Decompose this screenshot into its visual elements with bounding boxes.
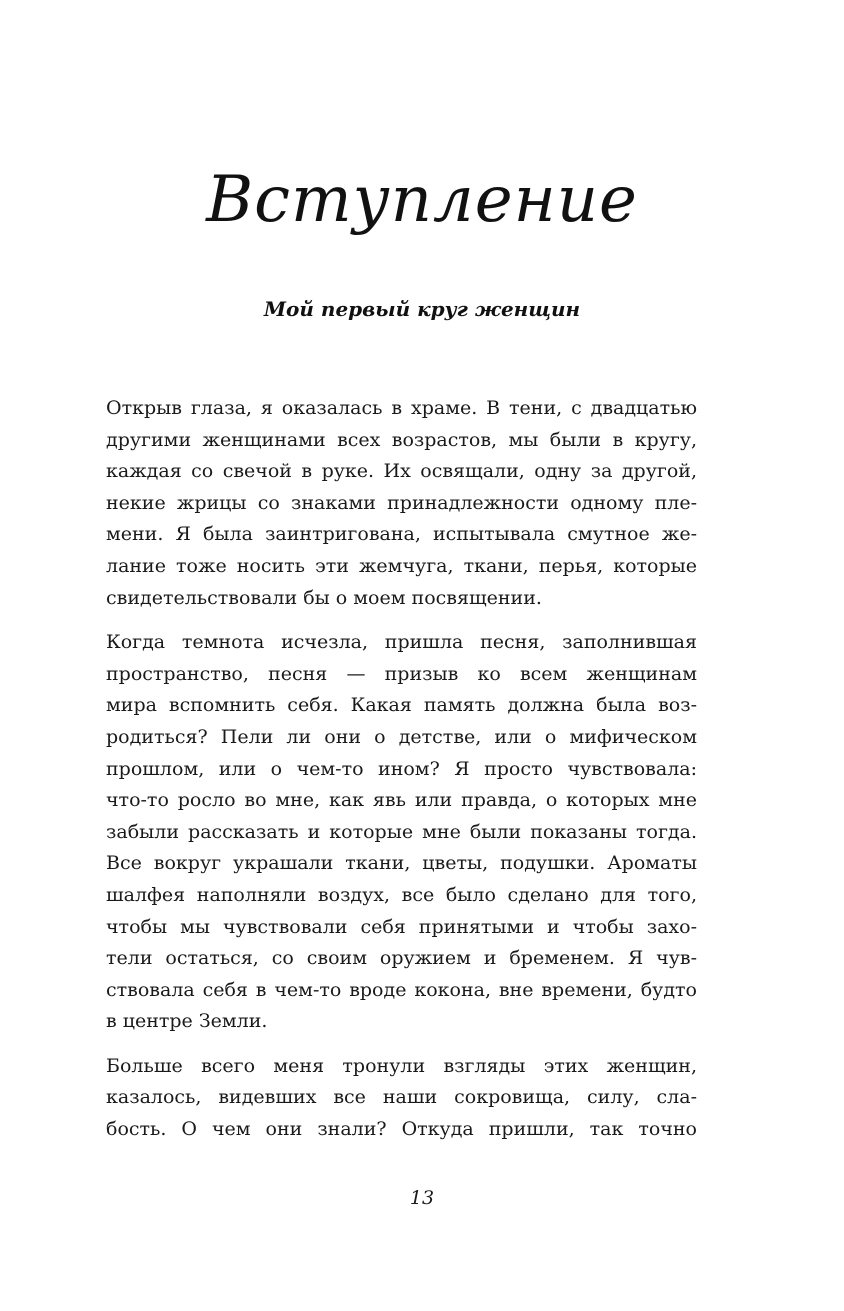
text-line: Когда темнота исчезла, пришла песня, заполнившая	[106, 631, 697, 654]
chapter-subtitle: Мой первый круг женщин	[263, 297, 581, 321]
text-line: пространство, песня — призыв ко всем женщинам	[106, 662, 697, 685]
chapter-title: Вступление	[206, 163, 638, 237]
text-line: лание тоже носить эти жемчуга, ткани, перья, которые	[106, 554, 697, 577]
paragraph-gap	[106, 1038, 697, 1051]
text-line: родиться? Пели ли они о детстве, или о мифическом	[106, 725, 697, 748]
text-line: чтобы мы чувствовали себя принятыми и чтобы захо-	[106, 915, 697, 938]
paragraph	[106, 393, 697, 614]
text-line: бость. О чем они знали? Откуда пришли, так точно	[106, 1118, 697, 1141]
paragraph	[106, 1051, 697, 1146]
body-text	[106, 393, 697, 1146]
paragraph-gap	[106, 614, 697, 627]
text-line: в центре Земли.	[106, 1010, 268, 1033]
text-line: казалось, видевших все наши сокровища, силу, сла-	[106, 1086, 697, 1109]
text-line: ствовала себя в чем-то вроде кокона, вне времени, будто	[106, 978, 697, 1001]
text-line: шалфея наполняли воздух, все было сделано для того,	[106, 883, 697, 906]
text-line: Все вокруг украшали ткани, цветы, подушки. Ароматы	[106, 852, 697, 875]
text-line: Открыв глаза, я оказалась в храме. В тени, с двадцатью	[106, 397, 697, 419]
text-line: забыли рассказать и которые мне были показаны тогда.	[106, 820, 697, 843]
text-line: Больше всего меня тронули взгляды этих женщин,	[106, 1054, 697, 1077]
text-line: свидетельствовали бы о моем посвящении.	[106, 586, 542, 609]
text-line: тели остаться, со своим оружием и бременем. Я чув-	[106, 947, 697, 970]
text-line: другими женщинами всех возрастов, мы были в кругу,	[106, 428, 697, 451]
text-line: мени. Я была заинтригована, испытывала смутное же-	[106, 523, 697, 546]
paragraph	[106, 627, 697, 1038]
text-line: прошлом, или о чем-то ином? Я просто чувствовала:	[106, 757, 697, 780]
page-number: 13	[409, 1187, 435, 1209]
text-line: что-то росло во мне, как явь или правда, о которых мне	[106, 789, 697, 812]
text-line: некие жрицы со знаками принадлежности одному пле-	[106, 491, 697, 514]
text-line: мира вспомнить себя. Какая память должна была воз-	[106, 694, 697, 717]
text-line: каждая со свечой в руке. Их освящали, одну за другой,	[106, 460, 697, 483]
